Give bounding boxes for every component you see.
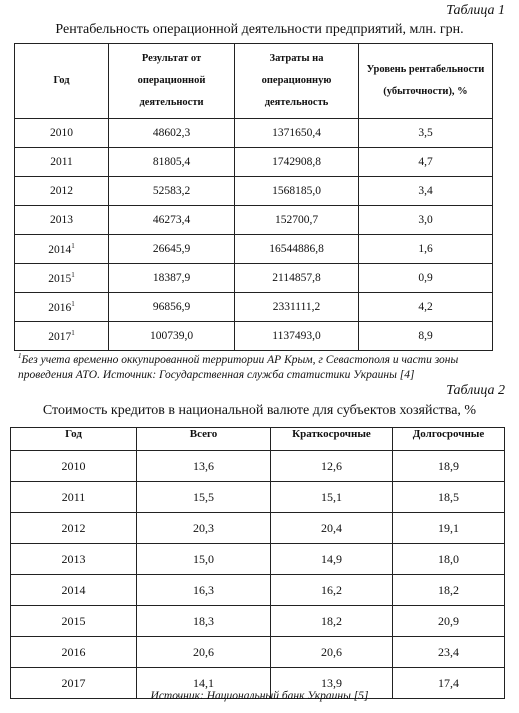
- operating-costs-cell: 1371650,4: [235, 119, 359, 148]
- profitability-level-cell: 4,2: [359, 293, 493, 322]
- year-value: 2017: [48, 330, 72, 343]
- operating-costs-cell: 1568185,0: [235, 177, 359, 206]
- profitability-level-cell: 3,0: [359, 206, 493, 235]
- operating-result-cell: 96856,9: [109, 293, 235, 322]
- total-cell: 14,1: [137, 668, 271, 699]
- year-cell: [15, 148, 109, 177]
- year-cell: [15, 264, 109, 293]
- year-footnote-mark: 1: [71, 329, 75, 338]
- year-value: 2016: [48, 301, 72, 314]
- operating-costs-cell: 152700,7: [235, 206, 359, 235]
- year-cell: 2016: [11, 637, 137, 668]
- year-cell: 2013: [11, 544, 137, 575]
- short-term-cell: 15,1: [271, 482, 393, 513]
- footnote-mark: 1: [18, 352, 22, 360]
- header-year: Год: [11, 428, 137, 451]
- year-cell: 2010: [11, 451, 137, 482]
- table-row: [15, 119, 493, 148]
- year-cell: 2012: [11, 513, 137, 544]
- loan-cost-table: [10, 427, 505, 699]
- table-header-row: [11, 428, 505, 451]
- table-row: [15, 293, 493, 322]
- operating-result-cell: 26645,9: [109, 235, 235, 264]
- long-term-cell: 18,9: [393, 451, 505, 482]
- header-operating-result: Результат от операционной деятельности: [109, 44, 235, 119]
- total-cell: 20,3: [137, 513, 271, 544]
- table-body: [11, 451, 505, 699]
- operating-result-cell: 81805,4: [109, 148, 235, 177]
- header-profitability-level: Уровень рентабельности (убыточности), %: [359, 44, 493, 119]
- operating-costs-cell: 1137493,0: [235, 322, 359, 351]
- table2-label: Таблица 2: [446, 383, 505, 398]
- short-term-cell: 16,2: [271, 575, 393, 606]
- profitability-level-cell: 8,9: [359, 322, 493, 351]
- operating-costs-cell: 2331111,2: [235, 293, 359, 322]
- year-cell: [15, 322, 109, 351]
- table1-footnote: [18, 349, 506, 383]
- header-year: Год: [15, 44, 109, 119]
- long-term-cell: 23,4: [393, 637, 505, 668]
- long-term-cell: 18,0: [393, 544, 505, 575]
- year-cell: 2015: [11, 606, 137, 637]
- header-long-term: Долгосрочные: [393, 428, 505, 451]
- table2-source: Источник: Национальный банк Украины [5]: [150, 690, 369, 702]
- profitability-table: [14, 43, 493, 351]
- long-term-cell: 20,9: [393, 606, 505, 637]
- year-cell: 2011: [11, 482, 137, 513]
- long-term-cell: 17,4: [393, 668, 505, 699]
- table-row: [11, 544, 505, 575]
- operating-result-cell: 46273,4: [109, 206, 235, 235]
- year-value: 2015: [48, 272, 72, 285]
- long-term-cell: 18,5: [393, 482, 505, 513]
- total-cell: 20,6: [137, 637, 271, 668]
- profitability-level-cell: 3,5: [359, 119, 493, 148]
- year-cell: [15, 293, 109, 322]
- total-cell: 13,6: [137, 451, 271, 482]
- short-term-cell: 14,9: [271, 544, 393, 575]
- table-body: [15, 119, 493, 351]
- table2-title: Стоимость кредитов в национальной валюте для субъектов хозяйства, %: [42, 403, 477, 418]
- profitability-level-cell: 1,6: [359, 235, 493, 264]
- operating-costs-cell: 1742908,8: [235, 148, 359, 177]
- table-row: [15, 206, 493, 235]
- profitability-level-cell: 0,9: [359, 264, 493, 293]
- header-total: Всего: [137, 428, 271, 451]
- long-term-cell: 19,1: [393, 513, 505, 544]
- year-value: 2012: [50, 185, 73, 197]
- footnote-text: Без учета временно оккупированной территории АР Крым, г Севастополя и части зоны проведения АТО. Источник: Государственная служба статистики Украины [4]: [18, 353, 459, 381]
- short-term-cell: 20,6: [271, 637, 393, 668]
- year-value: 2013: [50, 214, 73, 226]
- short-term-cell: 12,6: [271, 451, 393, 482]
- table-row: [15, 148, 493, 177]
- operating-result-cell: 18387,9: [109, 264, 235, 293]
- short-term-cell: 18,2: [271, 606, 393, 637]
- year-cell: [15, 177, 109, 206]
- table-row: [15, 177, 493, 206]
- year-footnote-mark: 1: [71, 242, 75, 251]
- profitability-level-cell: 3,4: [359, 177, 493, 206]
- table-header-row: [15, 44, 493, 119]
- operating-result-cell: 100739,0: [109, 322, 235, 351]
- operating-result-cell: 52583,2: [109, 177, 235, 206]
- operating-costs-cell: 2114857,8: [235, 264, 359, 293]
- year-value: 2014: [48, 243, 72, 256]
- profitability-level-cell: 4,7: [359, 148, 493, 177]
- total-cell: 15,0: [137, 544, 271, 575]
- year-value: 2011: [50, 156, 73, 168]
- year-footnote-mark: 1: [71, 300, 75, 309]
- header-operating-costs: Затраты на операционную деятельность: [235, 44, 359, 119]
- total-cell: 16,3: [137, 575, 271, 606]
- table1-label: Таблица 1: [446, 3, 505, 18]
- table-row: [11, 451, 505, 482]
- year-cell: [15, 235, 109, 264]
- table-row: [11, 606, 505, 637]
- year-value: 2010: [50, 127, 73, 139]
- table1-title: Рентабельность операционной деятельности предприятий, млн. грн.: [55, 22, 464, 37]
- total-cell: 15,5: [137, 482, 271, 513]
- operating-costs-cell: 16544886,8: [235, 235, 359, 264]
- year-footnote-mark: 1: [71, 271, 75, 280]
- table-row: [11, 575, 505, 606]
- table-row: [15, 264, 493, 293]
- year-cell: 2014: [11, 575, 137, 606]
- table-row: [11, 482, 505, 513]
- long-term-cell: 18,2: [393, 575, 505, 606]
- year-cell: [15, 119, 109, 148]
- short-term-cell: 20,4: [271, 513, 393, 544]
- year-cell: 2017: [11, 668, 137, 699]
- table-row: [15, 235, 493, 264]
- operating-result-cell: 48602,3: [109, 119, 235, 148]
- header-short-term: Краткосрочные: [271, 428, 393, 451]
- table-row: [11, 513, 505, 544]
- year-cell: [15, 206, 109, 235]
- short-term-cell: 13,9: [271, 668, 393, 699]
- table-row: [15, 322, 493, 351]
- total-cell: 18,3: [137, 606, 271, 637]
- table-row: [11, 637, 505, 668]
